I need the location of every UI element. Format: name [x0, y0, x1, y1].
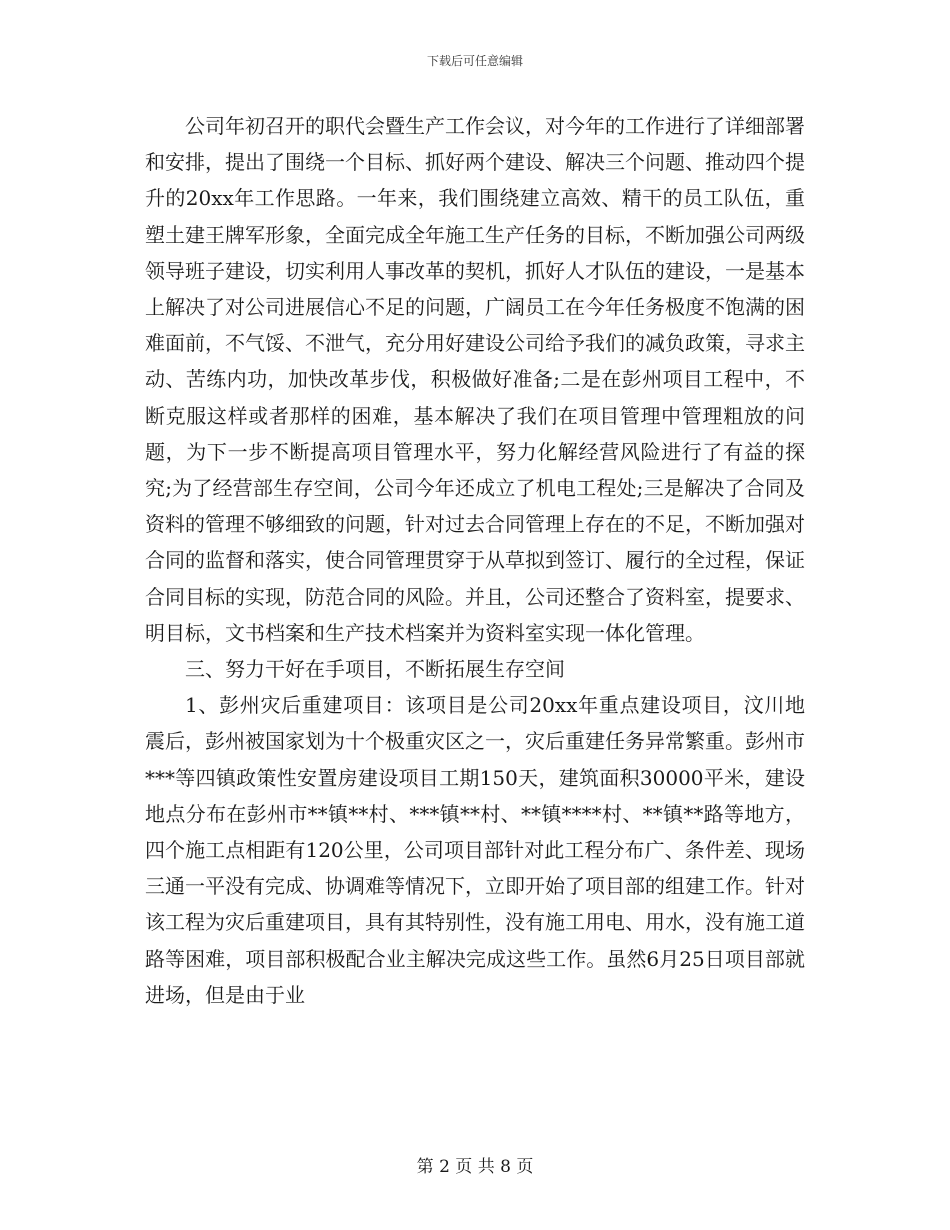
paragraph-work-summary: 公司年初召开的职代会暨生产工作会议，对今年的工作进行了详细部署和安排，提出了围绕一个目标、抓好两个建设、解决三个问题、推动四个提升的20xx年工作思路。一年来，我们围绕建立高效、精干的员工队伍，重塑土建王牌军形象，全面完成全年施工生产任务的目标，不断加强公司两级领导班子建设，切实利用人事改革的契机，抓好人才队伍的建设，一是基本上解决了对公司进展信心不足的问题，广阔员工在今年任务极度不饱满的困难面前，不气馁、不泄气，充分用好建设公司给予我们的减负政策，寻求主动、苦练内功，加快改革步伐，积极做好准备;二是在彭州项目工程中，不断克服这样或者那样的困难，基本解决了我们在项目管理中管理粗放的问题，为下一步不断提高项目管理水平，努力化解经营风险进行了有益的探究;为了经营部生存空间，公司今年还成立了机电工程处;三是解决了合同及资料的管理不够细致的问题，针对过去合同管理上存在的不足，不断加强对合同的监督和落实，使合同管理贯穿于从草拟到签订、履行的全过程，保证合同目标的实现，防范合同的风险。并且，公司还整合了资料室，提要求、明目标，文书档案和生产技术档案并为资料室实现一体化管理。 — [145, 114, 805, 645]
page-number-footer: 第 2 页 共 8 页 — [416, 1157, 534, 1177]
page-header: 下载后可任意编辑 — [426, 54, 523, 68]
paragraph-pengzhou-project: 1、彭州灾后重建项目：该项目是公司20xx年重点建设项目，汶川地震后，彭州被国家划为十个极重灾区之一，灾后重建任务异常繁重。彭州市***等四镇政策性安置房建设项目工期150天，建筑面积30000平米，建设地点分布在彭州市**镇**村、***镇**村、**镇****村、**镇**路等地方，四个施工点相距有120公里，公司项目部针对此工程分布广、条件差、现场三通一平没有完成、协调难等情况下，立即开始了项目部的组建工作。针对该工程为灾后重建项目，具有其特别性，没有施工用电、用水，没有施工道路等困难，项目部积极配合业主解决完成这些工作。虽然6月25日项目部就进场，但是由于业 — [145, 693, 805, 1007]
section-heading-projects: 三、努力干好在手项目，不断拓展生存空间 — [185, 657, 565, 682]
document-body — [145, 108, 805, 1013]
